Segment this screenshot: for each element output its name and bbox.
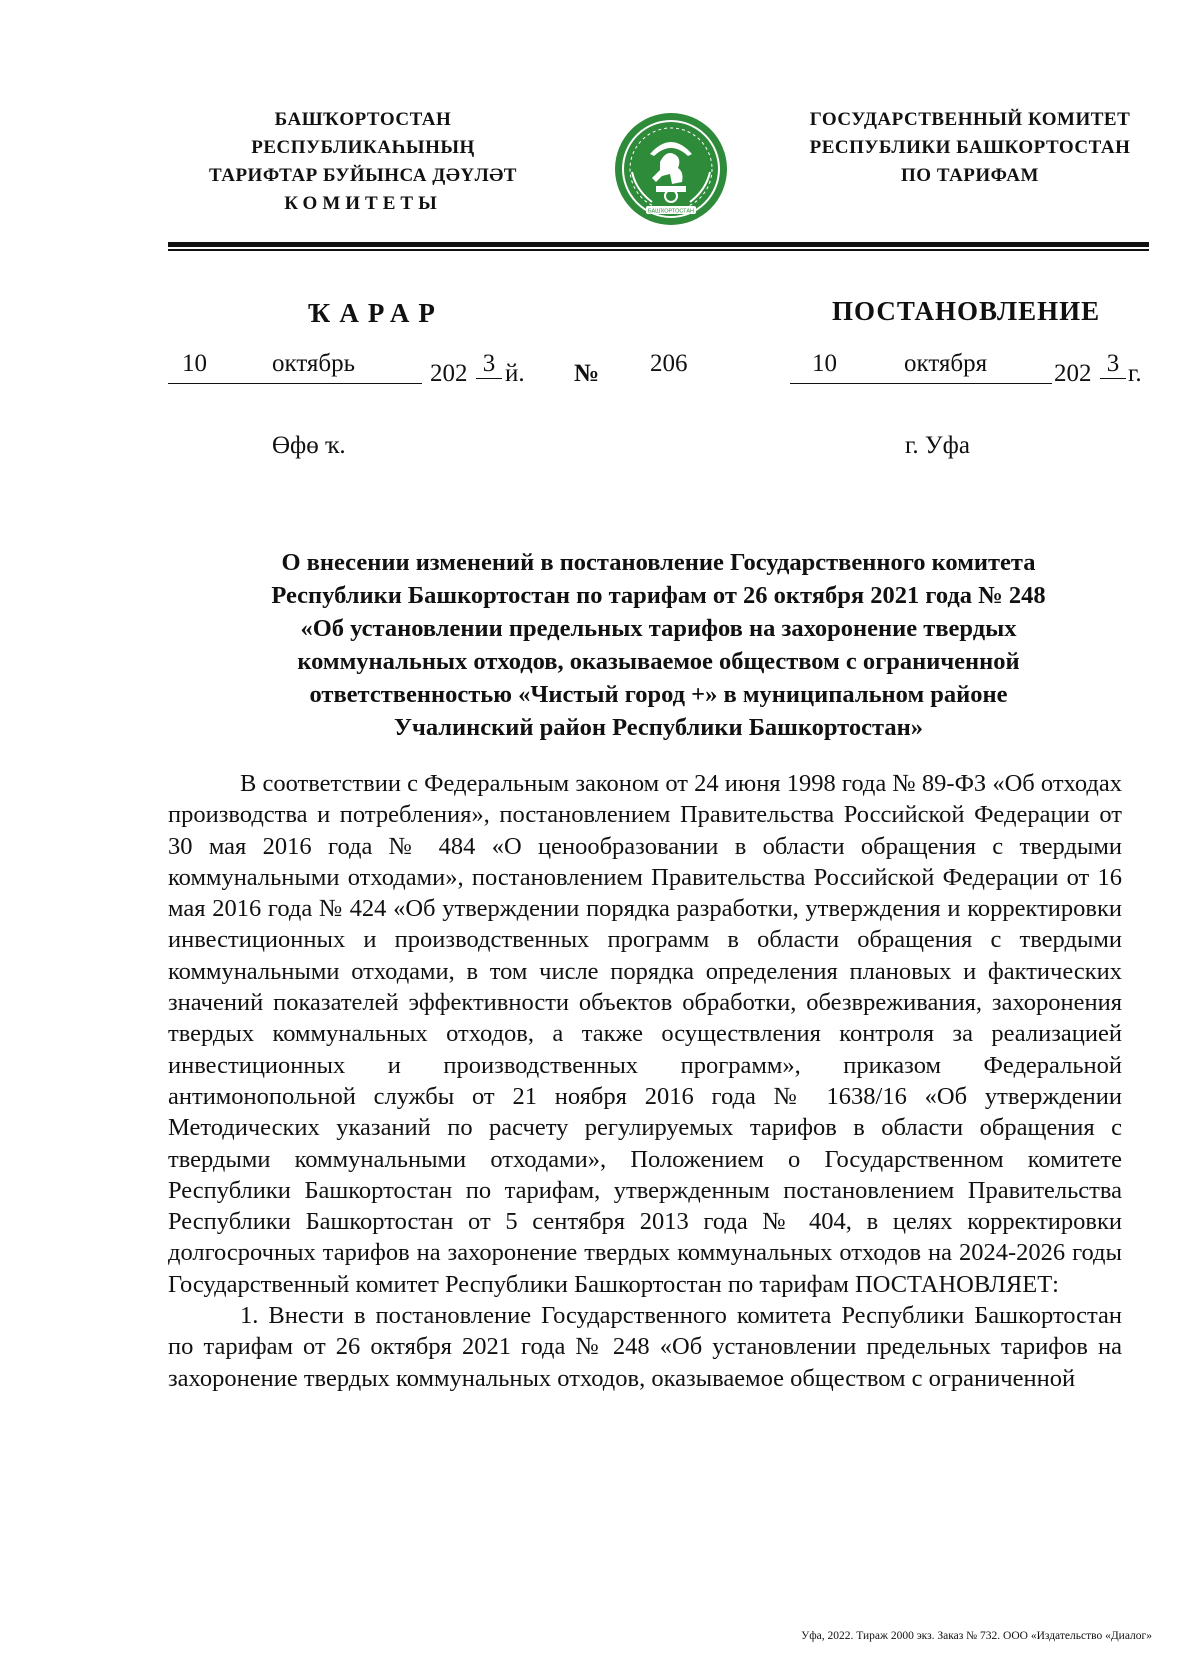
place-left: Өфө ҡ.	[272, 432, 346, 459]
header-right	[780, 106, 1160, 190]
emblem-icon	[612, 110, 730, 228]
date-right-month: октября	[904, 350, 988, 377]
number-sign: №	[574, 360, 600, 387]
header-left-line-1: БАШҠОРТОСТАН РЕСПУБЛИКАҺЫНЫҢ	[251, 109, 475, 158]
body-paragraph-2: 1. Внести в постановление Государственного комитета Республики Башкортостан по тарифам от 26 октября 2021 года № 248 «Об установлении предельных тарифов на захоронение твердых коммунальных отходов, оказываемое обществом с ограниченной	[168, 1302, 1122, 1392]
date-right-year-digit: 3	[1100, 350, 1126, 379]
header-left-line-2: ТАРИФТАР БУЙЫНСА ДӘҮЛӘТ	[209, 165, 517, 186]
header-rule-thick	[168, 242, 1149, 247]
document-title	[168, 546, 1149, 744]
date-left-day: 10	[182, 350, 207, 377]
date-underline-left	[168, 383, 422, 384]
emblem-caption: БАШҠОРТОСТАН	[648, 208, 694, 215]
title-line-4: коммунальных отходов, оказываемое обществом с ограниченной	[297, 648, 1020, 675]
republic-emblem	[612, 110, 730, 228]
header-right-line-3: ПО ТАРИФАМ	[901, 165, 1039, 186]
body-paragraph-1: В соответствии с Федеральным законом от 24 июня 1998 года № 89-ФЗ «Об отходах производства и потребления», постановлением Правительства Российской Федерации от 30 мая 2016 года № 484 «О ценообразовании в области обращения с твердыми коммунальными отходами», постановлением Правительства Российской Федерации от 16 мая 2016 года № 424 «Об утверждении порядка разработки, утверждения и корректировки инвестиционных и производственных программ в области обращения с твердыми коммунальными отходами, в том числе порядка определения плановых и фактических значений показателей эффективности объектов обработки, обезвреживания, захоронения твердых коммунальных отходов, а также осуществления контроля за реализацией инвестиционных и производственных программ», приказом Федеральной антимонопольной службы от 21 ноября 2016 года № 1638/16 «Об утверждении Методических указаний по расчету регулируемых тарифов в области обращения с твердыми коммунальными отходами», Положением о Государственном комитете Республики Башкортостан по тарифам, утвержденным постановлением Правительства Республики Башкортостан от 5 сентября 2013 года № 404, в целях корректировки долгосрочных тарифов на захоронение твердых коммунальных отходов на 2024-2026 годы Государственный комитет Республики Башкортостан по тарифам ПОСТАНОВЛЯЕТ:	[168, 770, 1122, 1298]
title-line-6: Учалинский район Республики Башкортостан»	[394, 714, 923, 741]
date-left-year-suffix: й.	[505, 360, 525, 387]
date-left-year-digit: 3	[476, 350, 502, 379]
date-left-year-prefix: 202	[430, 360, 468, 387]
date-right-day: 10	[812, 350, 837, 377]
date-right-year-suffix: г.	[1128, 360, 1142, 387]
title-line-2: Республики Башкортостан по тарифам от 26 октября 2021 года № 248	[271, 582, 1046, 609]
document-body	[168, 768, 1122, 1394]
print-imprint: Уфа, 2022. Тираж 2000 экз. Заказ № 732. ООО «Издательство «Диалог»	[801, 1630, 1152, 1642]
header-left	[163, 106, 563, 218]
title-line-1: О внесении изменений в постановление Государственного комитета	[281, 549, 1036, 576]
doc-type-right: ПОСТАНОВЛЕНИЕ	[832, 296, 1101, 326]
title-line-3: «Об установлении предельных тарифов на захоронение твердых	[300, 615, 1017, 642]
doc-type-left: ҠАРАР	[308, 298, 444, 328]
place-right: г. Уфа	[905, 432, 970, 459]
date-left-month: октябрь	[272, 350, 356, 377]
date-underline-right	[790, 383, 1052, 384]
header-right-line-1: ГОСУДАРСТВЕННЫЙ КОМИТЕТ	[809, 109, 1131, 130]
header-right-line-2: РЕСПУБЛИКИ БАШКОРТОСТАН	[809, 137, 1131, 158]
header-left-line-3: КОМИТЕТЫ	[284, 193, 442, 214]
title-line-5: ответственностью «Чистый город +» в муниципальном районе	[309, 681, 1008, 708]
header-rule-thin	[168, 249, 1149, 251]
document-number: 206	[650, 350, 688, 377]
date-right-year-prefix: 202	[1054, 360, 1092, 387]
